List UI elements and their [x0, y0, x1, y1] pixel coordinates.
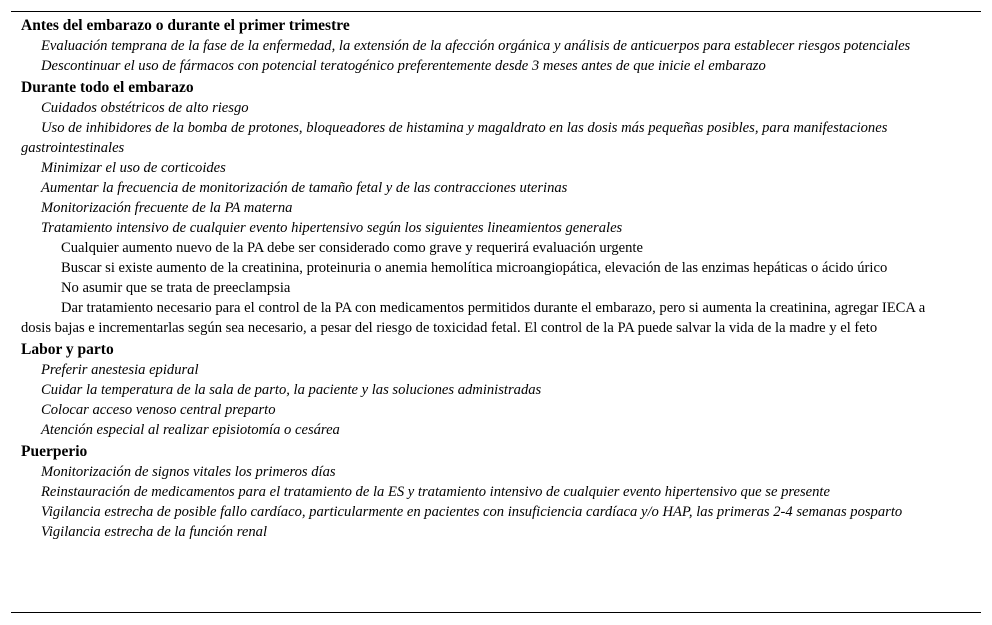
section-title-pre-pregnancy: Antes del embarazo o durante el primer trimestre [21, 17, 350, 34]
list-item: Vigilancia estrecha de posible fallo cardíaco, particularmente en pacientes con insuficiencia cardíaca y/o HAP, las primeras 2-4 semanas posparto [41, 504, 903, 520]
list-item: Vigilancia estrecha de la función renal [41, 524, 268, 540]
list-item: Atención especial al realizar episiotomía o cesárea [41, 422, 340, 438]
section-title-labor: Labor y parto [21, 341, 114, 358]
list-item: Descontinuar el uso de fármacos con potencial teratogénico preferentemente desde 3 meses antes de que inicie el embarazo [41, 58, 766, 74]
list-item: Uso de inhibidores de la bomba de protones, bloqueadores de histamina y magaldrato en las dosis más pequeñas posibles, para manifestaciones gastrointestinales [21, 120, 888, 156]
list-item: Colocar acceso venoso central preparto [41, 402, 276, 418]
sub-list-item: Dar tratamiento necesario para el control de la PA con medicamentos permitidos durante el embarazo, pero si aumenta la creatinina, agregar IECA a dosis bajas e incrementarlas según sea necesario, a pesar del riesgo de toxicidad fetal. El control de la PA puede salvar la vida de la madre y el feto [21, 300, 926, 336]
list-item: Cuidados obstétricos de alto riesgo [41, 100, 249, 116]
list-item: Minimizar el uso de corticoides [41, 160, 226, 176]
list-item: Tratamiento intensivo de cualquier evento hipertensivo según los siguientes lineamientos generales [41, 220, 623, 236]
list-item: Aumentar la frecuencia de monitorización de tamaño fetal y de las contracciones uterinas [41, 180, 568, 196]
section-title-puerperium: Puerperio [21, 443, 88, 460]
sub-list-item: No asumir que se trata de preeclampsia [61, 280, 291, 296]
list-item: Preferir anestesia epidural [41, 362, 199, 378]
list-item: Evaluación temprana de la fase de la enfermedad, la extensión de la afección orgánica y análisis de anticuerpos para establecer riesgos potenciales [41, 38, 911, 54]
section-title-pregnancy: Durante todo el embarazo [21, 79, 194, 96]
sub-list-item: Cualquier aumento nuevo de la PA debe ser considerado como grave y requerirá evaluación urgente [61, 240, 643, 256]
list-item: Monitorización de signos vitales los primeros días [41, 464, 336, 480]
list-item: Reinstauración de medicamentos para el tratamiento de la ES y tratamiento intensivo de cualquier evento hipertensivo que se presente [41, 484, 830, 500]
list-item: Cuidar la temperatura de la sala de parto, la paciente y las soluciones administradas [41, 382, 542, 398]
list-item: Monitorización frecuente de la PA materna [41, 200, 293, 216]
recommendations-table [11, 11, 981, 613]
sub-list-item: Buscar si existe aumento de la creatinina, proteinuria o anemia hemolítica microangiopática, elevación de las enzimas hepáticas o ácido úrico [61, 260, 888, 276]
